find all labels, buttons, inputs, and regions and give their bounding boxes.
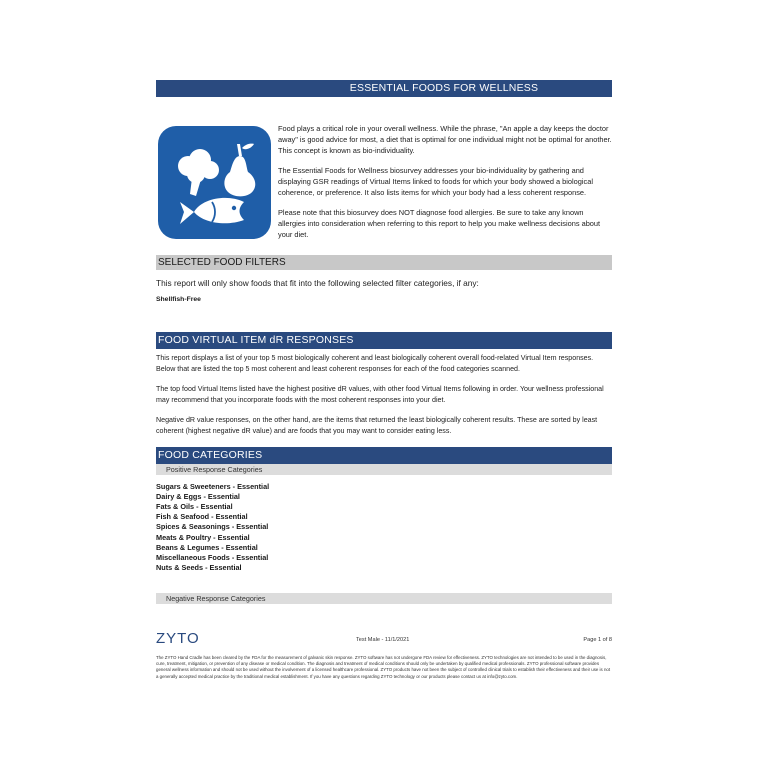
virtual-items-heading: FOOD VIRTUAL ITEM dR RESPONSES xyxy=(156,332,612,349)
page-title: ESSENTIAL FOODS FOR WELLNESS xyxy=(156,80,612,97)
filter-value: Shellfish-Free xyxy=(156,296,201,303)
intro-paragraph-1: Food plays a critical role in your overall wellness. While the phrase, "An apple a day keeps the doctor away" is good advice for most, a diet that is optimal for one individual might not be optimal for another. This concept is known as bio-individuality. xyxy=(278,124,612,155)
list-item: Meats & Poultry - Essential xyxy=(156,532,250,542)
filters-subtitle: This report will only show foods that fit into the following selected filter categories, if any: xyxy=(156,278,479,288)
list-item: Nuts & Seeds - Essential xyxy=(156,563,242,573)
vi-paragraph-1: This report displays a list of your top 5 most biologically coherent and least biologically coherent overall food-related Virtual Item responses. Below that are listed the top 5 most coherent and least coherent responses for each of the food categories scanned. xyxy=(156,354,594,373)
filters-heading: SELECTED FOOD FILTERS xyxy=(156,255,612,270)
report-page xyxy=(156,80,612,604)
negative-categories-label: Negative Response Categories xyxy=(156,593,612,604)
virtual-items-text xyxy=(156,353,612,437)
list-item: Fats & Oils - Essential xyxy=(156,501,233,511)
intro-text xyxy=(278,123,612,249)
intro-paragraph-3: Please note that this biosurvey does NOT diagnose food allergies. Be sure to take any known allergies into consideration when referring to this report to help you make wellness decisions about your diet. xyxy=(278,208,601,239)
vi-paragraph-3: Negative dR value responses, on the other hand, are the items that returned the least biologically coherent results. These are sorted by least coherent (highest negative dR value) and are foods that you may want to consider eating less. xyxy=(156,416,598,435)
list-item: Miscellaneous Foods - Essential xyxy=(156,552,269,562)
list-item: Fish & Seafood - Essential xyxy=(156,512,248,522)
food-logo-icon xyxy=(158,126,271,239)
list-item: Sugars & Sweeteners - Essential xyxy=(156,481,270,491)
categories-heading: FOOD CATEGORIES xyxy=(156,447,612,464)
test-info: Test Male - 11/1/2021 xyxy=(356,637,410,643)
positive-category-list xyxy=(156,482,612,574)
brand-logo: ZYTO xyxy=(156,630,200,647)
list-item: Dairy & Eggs - Essential xyxy=(156,491,240,501)
page-number: Page 1 of 8 xyxy=(583,637,612,643)
vi-paragraph-2: The top food Virtual Items listed have the highest positive dR values, with other food Virtual Items following in order. Your wellness professional may recommend that you incorporate foods with the most coherent responses into your diet. xyxy=(156,385,604,404)
list-item: Beans & Legumes - Essential xyxy=(156,542,258,552)
list-item: Spices & Seasonings - Essential xyxy=(156,522,269,532)
intro-section xyxy=(156,97,612,255)
intro-paragraph-2: The Essential Foods for Wellness biosurvey addresses your bio-individuality by gathering and displaying GSR readings of Virtual Items linked to foods for which your body showed a biological coherence, or preference. It also lists items for which your body had a less coherent response. xyxy=(278,166,593,197)
disclaimer: The ZYTO Hand Cradle has been cleared by the FDA for the measurement of galvanic skin response. ZYTO software has not undergone FDA review for effectiveness. ZYTO technologies are not intended to be used in the diagnosis, cure, treatment, mitigation, or prevention of any disease or medical condition. The diagnosis and treatment of medical conditions should only be undertaken by qualified medical professionals. ZYTO professional software provides general wellness information and should not be used without the involvement of a licensed healthcare professional. ZYTO products have not been the subject of controlled clinical trials to establish their effectiveness and their use is not a generally accepted medical practice by the traditional medical establishment. If you have any questions regarding ZYTO technology or our products please contact us at info@zyto.com. xyxy=(156,655,611,679)
positive-categories-label: Positive Response Categories xyxy=(156,464,612,475)
